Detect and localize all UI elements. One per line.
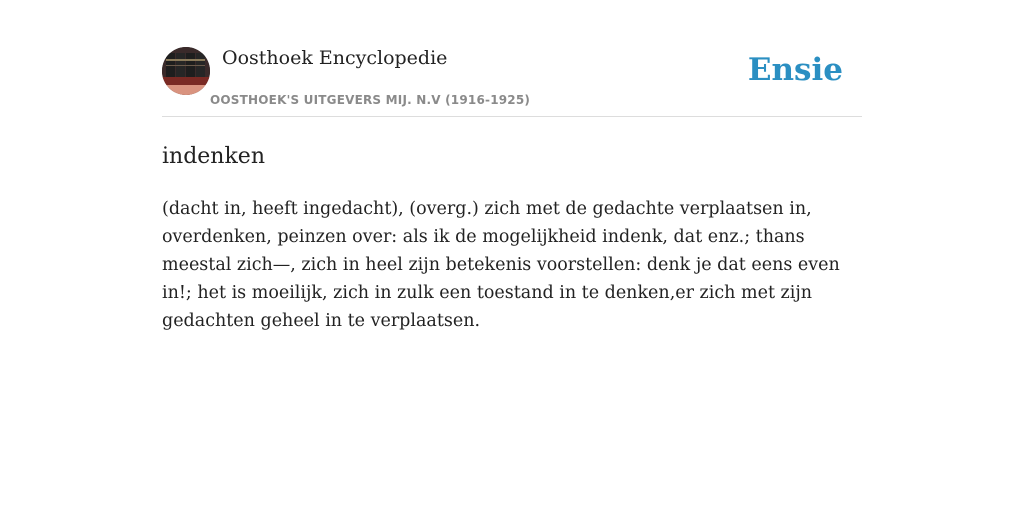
source-subtitle: OOSTHOEK'S UITGEVERS MIJ. N.V (1916-1925) bbox=[210, 93, 531, 107]
ensie-logo[interactable]: Ensie bbox=[747, 52, 843, 88]
headword-title: indenken bbox=[162, 144, 265, 169]
source-title[interactable]: Oosthoek Encyclopedie bbox=[222, 47, 448, 69]
encyclopedia-books-icon[interactable] bbox=[162, 47, 210, 95]
definition-text: (dacht in, heeft ingedacht), (overg.) zich met de gedachte verplaatsen in, overdenken, peinzen over: als ik de mogelijkheid indenk, dat enz.; thans meestal zich—, zich in heel zijn betekenis voorstellen: denk je dat eens even in!; het is moeilijk, zich in zulk een toestand in te denken,er zich met zijn gedachten geheel in te verplaatsen. bbox=[162, 199, 840, 331]
source-header bbox=[162, 46, 862, 117]
content-container bbox=[162, 46, 862, 335]
